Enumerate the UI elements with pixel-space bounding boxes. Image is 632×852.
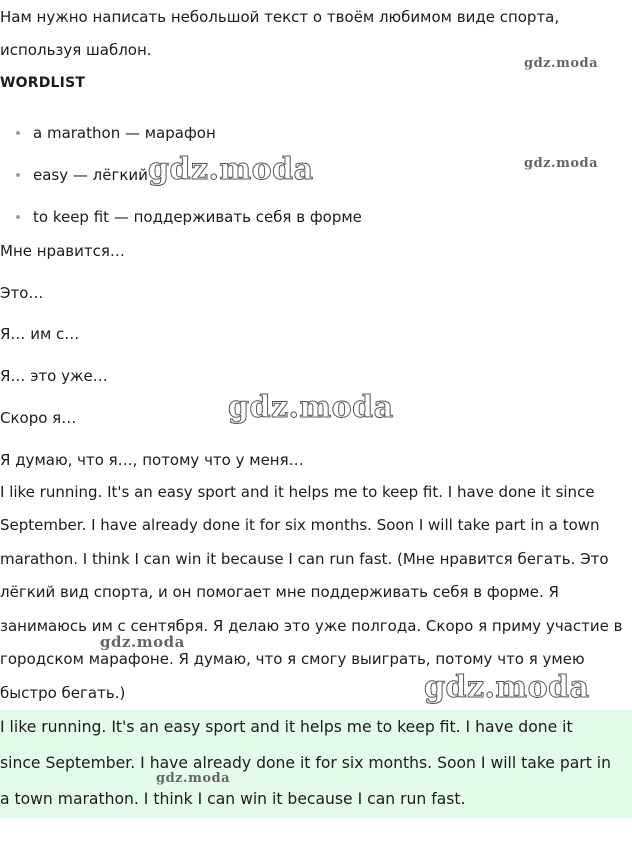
- answer-line: лёгкий вид спорта, и он помогает мне поддерживать себя в форме. Я: [0, 583, 559, 601]
- watermark: gdz.moda: [424, 670, 590, 705]
- wordlist-item-text: a marathon — марафон: [33, 124, 216, 142]
- highlighted-answer-line: since September. I have already done it for six months. Soon I will take part in: [0, 754, 611, 772]
- template-line: Я… им с…: [0, 325, 80, 343]
- template-line: Мне нравится…: [0, 242, 125, 260]
- template-line: Я думаю, что я…, потому что у меня…: [0, 451, 304, 469]
- intro-line-1: Нам нужно написать небольшой текст о твоём любимом виде спорта,: [0, 8, 560, 26]
- wordlist-item-text: easy — лёгкий: [33, 166, 148, 184]
- answer-line: городском марафоне. Я думаю, что я смогу выиграть, потому что я умею: [0, 650, 585, 668]
- highlighted-answer-line: a town marathon. I think I can win it because I can run fast.: [0, 790, 466, 808]
- wordlist-item-text: to keep fit — поддерживать себя в форме: [33, 208, 362, 226]
- highlighted-answer-line: I like running. It's an easy sport and it helps me to keep fit. I have done it: [0, 718, 573, 736]
- watermark: gdz.moda: [524, 56, 599, 71]
- answer-line: быстро бегать.): [0, 684, 126, 702]
- bullet-icon: [16, 131, 20, 135]
- template-line: Это…: [0, 284, 44, 302]
- answer-line: marathon. I think I can win it because I can run fast. (Мне нравится бегать. Это: [0, 550, 609, 568]
- watermark: gdz.moda: [156, 771, 231, 786]
- watermark: gdz.moda: [524, 156, 599, 171]
- watermark: gdz.moda: [148, 152, 314, 187]
- bullet-icon: [16, 173, 20, 177]
- intro-line-2: используя шаблон.: [0, 41, 152, 59]
- bullet-icon: [16, 215, 20, 219]
- answer-line: I like running. It's an easy sport and it helps me to keep fit. I have done it since: [0, 483, 595, 501]
- template-line: Скоро я…: [0, 409, 77, 427]
- answer-line: September. I have already done it for six months. Soon I will take part in a town: [0, 516, 600, 534]
- wordlist-heading: WORDLIST: [0, 75, 86, 91]
- template-line: Я… это уже…: [0, 367, 108, 385]
- watermark: gdz.moda: [228, 390, 394, 425]
- answer-line: занимаюсь им с сентября. Я делаю это уже полгода. Скоро я приму участие в: [0, 617, 623, 635]
- watermark: gdz.moda: [100, 633, 185, 651]
